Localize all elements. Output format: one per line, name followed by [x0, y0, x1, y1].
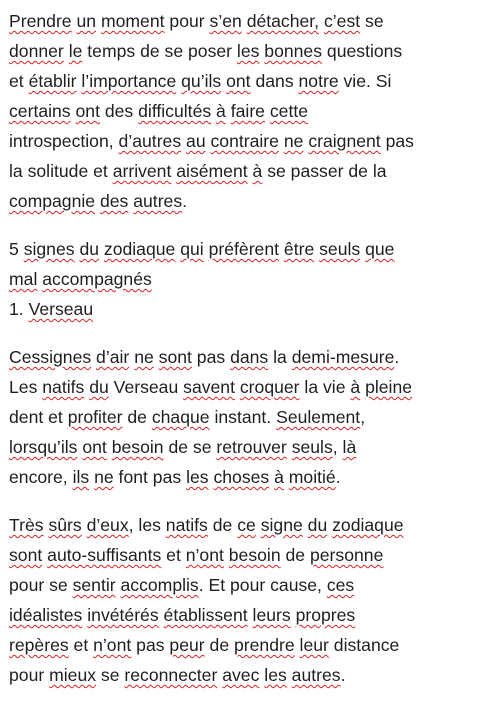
spellcheck-flagged-word: d’air: [96, 347, 130, 367]
spellcheck-flagged-word: qui: [180, 239, 204, 259]
text-segment: se passer de la: [262, 161, 387, 181]
text-segment: pas: [191, 347, 231, 367]
spellcheck-flagged-word: difficultés: [138, 101, 212, 121]
spellcheck-flagged-word: craignent: [308, 131, 381, 151]
spellcheck-flagged-word: zodiaque: [332, 515, 404, 535]
text-segment: et: [68, 635, 94, 655]
spellcheck-flagged-word: choses: [213, 467, 270, 487]
text-segment: introspection,: [9, 131, 119, 151]
spellcheck-flagged-word: arrivent: [112, 161, 172, 181]
spellcheck-flagged-word: ne: [94, 467, 114, 487]
text-segment: 1.: [9, 299, 29, 319]
spellcheck-flagged-word: ont: [75, 101, 100, 121]
spellcheck-flagged-word: qu’ils: [181, 71, 222, 91]
spellcheck-flagged-word: des: [99, 191, 129, 211]
spellcheck-flagged-word: au: [186, 131, 206, 151]
spellcheck-flagged-word: retrouver: [216, 437, 287, 457]
text-line: [9, 186, 475, 216]
spellcheck-flagged-word: ne: [283, 131, 304, 151]
spellcheck-flagged-word: là: [342, 437, 357, 457]
text-segment: la solitude et: [9, 161, 113, 181]
text-line: [9, 510, 475, 540]
spellcheck-flagged-word: signes: [23, 239, 75, 259]
paragraph: [9, 510, 475, 690]
spellcheck-flagged-word: le: [68, 41, 83, 61]
text-segment: . Et pour cause,: [198, 575, 327, 595]
spellcheck-flagged-word: leur: [299, 635, 329, 655]
spellcheck-flagged-word: pleine: [365, 377, 413, 397]
spellcheck-flagged-word: propres: [295, 605, 356, 625]
spellcheck-flagged-word: repères: [9, 635, 69, 655]
text-line: [9, 294, 475, 324]
spellcheck-flagged-word: s’en: [209, 11, 242, 31]
text-line: [9, 126, 475, 156]
text-segment: pour se: [9, 575, 73, 595]
text-line: [9, 234, 475, 264]
spellcheck-flagged-word: du: [89, 377, 109, 397]
spellcheck-flagged-word: autres: [133, 191, 183, 211]
text-segment: temps de se poser: [82, 41, 237, 61]
paragraph: [9, 6, 475, 216]
spellcheck-flagged-word: c’est: [323, 11, 361, 31]
spellcheck-flagged-word: besoin: [228, 545, 281, 565]
spellcheck-flagged-word: les: [186, 467, 209, 487]
text-segment: questions: [322, 41, 403, 61]
text-line: [9, 630, 475, 660]
spellcheck-flagged-word: préfèrent: [208, 239, 280, 259]
text-line: [9, 402, 475, 432]
spellcheck-flagged-word: natifs: [42, 377, 85, 397]
text-line: [9, 36, 475, 66]
document-body: [9, 6, 475, 708]
text-segment: distance: [328, 635, 400, 655]
spellcheck-flagged-word: ont: [226, 71, 251, 91]
spellcheck-flagged-word: mieux: [49, 665, 97, 685]
spellcheck-flagged-word: faire: [230, 101, 265, 121]
spellcheck-flagged-word: autres: [291, 665, 341, 685]
spellcheck-flagged-word: sont: [9, 545, 43, 565]
text-segment: et: [9, 71, 29, 91]
spellcheck-flagged-word: leurs: [252, 605, 291, 625]
text-line: [9, 600, 475, 630]
text-line: [9, 432, 475, 462]
spellcheck-flagged-word: du: [79, 239, 100, 259]
spellcheck-flagged-word: natifs: [165, 515, 208, 535]
text-segment: de: [207, 515, 238, 535]
spellcheck-flagged-word: ces: [326, 575, 355, 595]
text-segment: et: [161, 545, 186, 565]
spellcheck-flagged-word: mal: [9, 269, 38, 289]
spellcheck-flagged-word: Verseau: [28, 299, 94, 319]
text-segment: pas: [131, 635, 170, 655]
spellcheck-flagged-word: zodiaque: [103, 239, 176, 259]
text-segment: .: [394, 347, 400, 367]
spellcheck-flagged-word: auto-suffisants: [47, 545, 162, 565]
spellcheck-flagged-word: à: [350, 377, 361, 397]
spellcheck-flagged-word: ont: [82, 437, 107, 457]
spellcheck-flagged-word: savent: [183, 377, 235, 397]
spellcheck-flagged-word: établissent: [163, 605, 248, 625]
text-segment: ,: [360, 407, 366, 427]
spellcheck-flagged-word: Cessignes: [9, 347, 92, 367]
spellcheck-flagged-word: profiter: [67, 407, 123, 427]
spellcheck-flagged-word: ce: [237, 515, 256, 535]
paragraph: [9, 342, 475, 492]
spellcheck-flagged-word: avec: [222, 665, 260, 685]
spellcheck-flagged-word: du: [307, 515, 328, 535]
text-segment: , les: [128, 515, 166, 535]
spellcheck-flagged-word: Très: [9, 515, 44, 535]
text-segment: dent et: [9, 407, 68, 427]
text-segment: .: [182, 191, 188, 211]
spellcheck-flagged-word: invétérés: [87, 605, 159, 625]
text-segment: pour: [164, 11, 210, 31]
spellcheck-flagged-word: les: [264, 665, 287, 685]
text-segment: la: [268, 347, 292, 367]
spellcheck-flagged-word: les: [236, 41, 260, 61]
text-line: [9, 570, 475, 600]
spellcheck-flagged-word: à: [216, 101, 226, 121]
spellcheck-flagged-word: détacher,: [246, 11, 320, 31]
spellcheck-flagged-word: compagnie: [9, 191, 96, 211]
spellcheck-flagged-word: peur: [169, 635, 205, 655]
text-line: [9, 96, 475, 126]
spellcheck-flagged-word: n’ont: [185, 545, 224, 565]
spellcheck-flagged-word: croquer: [239, 377, 300, 397]
spellcheck-flagged-word: sont: [158, 347, 192, 367]
spellcheck-flagged-word: bonnes: [264, 41, 323, 61]
text-segment: font pas: [113, 467, 187, 487]
spellcheck-flagged-word: moment: [100, 11, 165, 31]
text-segment: vie. Si: [338, 71, 392, 91]
spellcheck-flagged-word: idéalistes: [9, 605, 83, 625]
spellcheck-flagged-word: aisément: [176, 161, 248, 181]
text-segment: dans: [250, 71, 299, 91]
spellcheck-flagged-word: sentir: [72, 575, 116, 595]
paragraph: [9, 234, 475, 324]
spellcheck-flagged-word: personne: [309, 545, 384, 565]
text-segment: .: [335, 467, 341, 487]
spellcheck-flagged-word: seuls: [319, 239, 361, 259]
text-segment: instant.: [209, 407, 277, 427]
spellcheck-flagged-word: n’ont: [93, 635, 132, 655]
text-segment: de se: [163, 437, 217, 457]
spellcheck-flagged-word: lorsqu’ils: [9, 437, 78, 457]
spellcheck-flagged-word: sûrs: [48, 515, 82, 535]
spellcheck-flagged-word: cette: [269, 101, 309, 121]
text-segment: ,: [332, 437, 343, 457]
spellcheck-flagged-word: à: [274, 467, 284, 487]
spellcheck-flagged-word: notre: [298, 71, 339, 91]
text-line: [9, 540, 475, 570]
text-segment: la vie: [299, 377, 351, 397]
spellcheck-flagged-word: accomplis: [120, 575, 199, 595]
spellcheck-flagged-word: reconnecter: [124, 665, 218, 685]
spellcheck-flagged-word: accompagnés: [42, 269, 152, 289]
spellcheck-flagged-word: chaque: [151, 407, 210, 427]
text-line: [9, 660, 475, 690]
text-segment: pour: [9, 665, 50, 685]
spellcheck-flagged-word: Prendre: [9, 11, 72, 31]
text-line: [9, 66, 475, 96]
text-line: [9, 462, 475, 492]
spellcheck-flagged-word: demi-mesure: [291, 347, 395, 367]
spellcheck-flagged-word: donner: [9, 41, 64, 61]
text-segment: des: [99, 101, 139, 121]
text-line: [9, 342, 475, 372]
text-segment: encore,: [9, 467, 73, 487]
spellcheck-flagged-word: à: [252, 161, 263, 181]
text-line: [9, 372, 475, 402]
text-segment: 5: [9, 239, 24, 259]
text-segment: de: [280, 545, 310, 565]
spellcheck-flagged-word: être: [283, 239, 315, 259]
text-segment: se: [360, 11, 384, 31]
text-segment: .: [340, 665, 346, 685]
text-segment: pas: [380, 131, 414, 151]
spellcheck-flagged-word: ils: [72, 467, 90, 487]
spellcheck-flagged-word: prendre: [234, 635, 295, 655]
spellcheck-flagged-word: moitié: [288, 467, 336, 487]
spellcheck-flagged-word: signe: [260, 515, 303, 535]
spellcheck-flagged-word: contraire: [210, 131, 279, 151]
text-segment: Verseau: [108, 377, 184, 397]
spellcheck-flagged-word: besoin: [111, 437, 164, 457]
text-segment: de: [122, 407, 152, 427]
spellcheck-flagged-word: seuls: [291, 437, 333, 457]
text-segment: se: [96, 665, 125, 685]
text-segment: Les: [9, 377, 43, 397]
spellcheck-flagged-word: que: [365, 239, 395, 259]
text-segment: de: [204, 635, 234, 655]
spellcheck-flagged-word: ne: [134, 347, 154, 367]
spellcheck-flagged-word: établir: [28, 71, 77, 91]
spellcheck-flagged-word: l’importance: [81, 71, 177, 91]
spellcheck-flagged-word: Seulement: [276, 407, 361, 427]
spellcheck-flagged-word: d’autres: [118, 131, 182, 151]
text-line: [9, 6, 475, 36]
spellcheck-flagged-word: d’eux: [86, 515, 129, 535]
spellcheck-flagged-word: un: [76, 11, 97, 31]
text-line: [9, 264, 475, 294]
spellcheck-flagged-word: certains: [9, 101, 71, 121]
spellcheck-flagged-word: dans: [230, 347, 269, 367]
text-line: [9, 156, 475, 186]
